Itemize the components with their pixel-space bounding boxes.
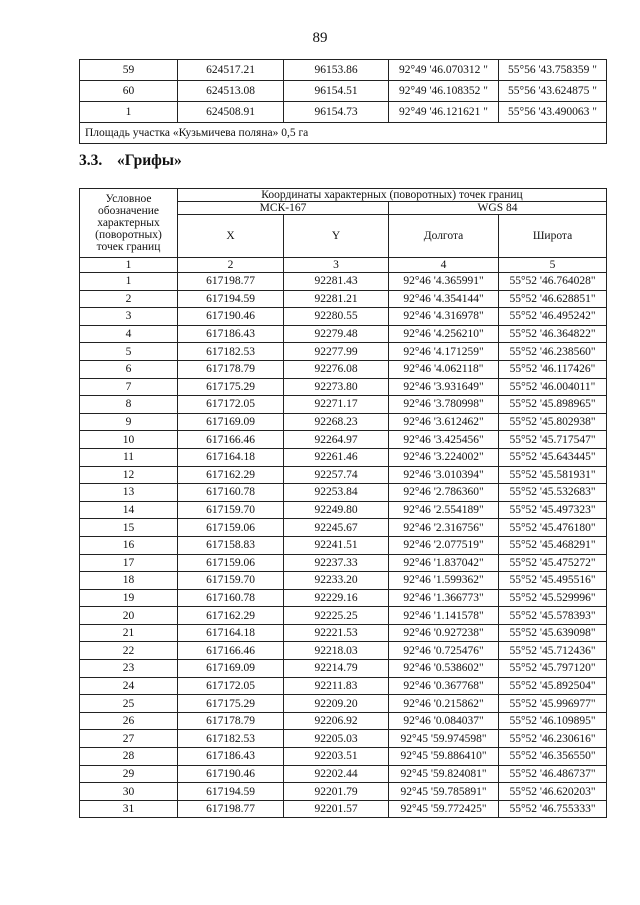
x-value-cell: 624508.91 xyxy=(178,102,284,123)
table-row xyxy=(80,325,607,343)
longitude-cell: 92°45 '59.772425" xyxy=(389,800,499,818)
table-row xyxy=(80,536,607,554)
y-value-cell: 92237.33 xyxy=(284,554,389,572)
x-value-cell: 617194.59 xyxy=(178,783,284,801)
longitude-cell: 92°49 '46.108352 " xyxy=(389,81,499,102)
col-number-3: 3 xyxy=(284,258,389,273)
point-number-cell: 9 xyxy=(80,413,178,431)
section-heading xyxy=(79,152,182,170)
table-row xyxy=(80,572,607,590)
point-number-cell: 11 xyxy=(80,448,178,466)
longitude-cell: 92°46 '2.077519" xyxy=(389,536,499,554)
section-number: 3.3. xyxy=(79,152,103,169)
col-number-4: 4 xyxy=(389,258,499,273)
x-value-cell: 617159.70 xyxy=(178,501,284,519)
table-row xyxy=(80,484,607,502)
table-row xyxy=(80,102,607,123)
point-number-cell: 6 xyxy=(80,360,178,378)
latitude-cell: 55°52 '46.486737" xyxy=(499,765,607,783)
point-number-cell: 29 xyxy=(80,765,178,783)
coordinates-table xyxy=(79,188,607,818)
y-value-cell: 92245.67 xyxy=(284,519,389,537)
point-number-cell: 4 xyxy=(80,325,178,343)
y-value-cell: 92205.03 xyxy=(284,730,389,748)
table-row xyxy=(80,554,607,572)
latitude-cell: 55°52 '45.643445" xyxy=(499,448,607,466)
point-number-cell: 8 xyxy=(80,396,178,414)
y-value-cell: 92221.53 xyxy=(284,624,389,642)
point-number-cell: 7 xyxy=(80,378,178,396)
table-row xyxy=(80,730,607,748)
table-row xyxy=(80,431,607,449)
point-number-cell: 16 xyxy=(80,536,178,554)
point-number-cell: 18 xyxy=(80,572,178,590)
latitude-cell: 55°52 '45.475272" xyxy=(499,554,607,572)
x-value-cell: 617162.29 xyxy=(178,607,284,625)
point-number-cell: 3 xyxy=(80,308,178,326)
latitude-cell: 55°52 '46.230616" xyxy=(499,730,607,748)
x-value-cell: 617198.77 xyxy=(178,800,284,818)
point-number-cell: 17 xyxy=(80,554,178,572)
page-number: 89 xyxy=(312,30,328,46)
latitude-cell: 55°56 '43.758359 " xyxy=(499,60,607,81)
latitude-cell: 55°52 '45.996977" xyxy=(499,695,607,713)
latitude-cell: 55°52 '46.238560" xyxy=(499,343,607,361)
x-value-cell: 617182.53 xyxy=(178,730,284,748)
x-value-cell: 617164.18 xyxy=(178,448,284,466)
point-number-cell: 31 xyxy=(80,800,178,818)
latitude-cell: 55°52 '45.476180" xyxy=(499,519,607,537)
point-number-cell: 20 xyxy=(80,607,178,625)
y-value-cell: 92218.03 xyxy=(284,642,389,660)
x-value-cell: 624513.08 xyxy=(178,81,284,102)
table-row xyxy=(80,607,607,625)
latitude-cell: 55°52 '46.764028" xyxy=(499,273,607,291)
table-row xyxy=(80,360,607,378)
y-value-cell: 92209.20 xyxy=(284,695,389,713)
longitude-cell: 92°46 '0.725476" xyxy=(389,642,499,660)
point-number-cell: 12 xyxy=(80,466,178,484)
point-number-cell: 59 xyxy=(80,60,178,81)
point-number-cell: 30 xyxy=(80,783,178,801)
y-value-cell: 92281.21 xyxy=(284,290,389,308)
longitude-cell: 92°46 '1.599362" xyxy=(389,572,499,590)
latitude-cell: 55°56 '43.490063 " xyxy=(499,102,607,123)
table-row xyxy=(80,466,607,484)
longitude-cell: 92°46 '1.366773" xyxy=(389,589,499,607)
point-number-cell: 60 xyxy=(80,81,178,102)
point-number-cell: 23 xyxy=(80,660,178,678)
x-value-cell: 617182.53 xyxy=(178,343,284,361)
longitude-cell: 92°46 '0.215862" xyxy=(389,695,499,713)
longitude-cell: 92°46 '3.425456" xyxy=(389,431,499,449)
longitude-cell: 92°46 '4.171259" xyxy=(389,343,499,361)
longitude-cell: 92°46 '1.141578" xyxy=(389,607,499,625)
table-row xyxy=(80,712,607,730)
longitude-cell: 92°46 '3.780998" xyxy=(389,396,499,414)
table-row xyxy=(80,378,607,396)
x-value-cell: 617160.78 xyxy=(178,484,284,502)
col-number-5: 5 xyxy=(499,258,607,273)
x-value-cell: 617162.29 xyxy=(178,466,284,484)
latitude-cell: 55°52 '46.620203" xyxy=(499,783,607,801)
table-row xyxy=(80,396,607,414)
latitude-cell: 55°52 '46.495242" xyxy=(499,308,607,326)
x-value-cell: 617166.46 xyxy=(178,642,284,660)
latitude-cell: 55°52 '46.755333" xyxy=(499,800,607,818)
table-row xyxy=(80,677,607,695)
latitude-cell: 55°52 '46.628851" xyxy=(499,290,607,308)
table-row xyxy=(80,501,607,519)
y-value-cell: 92202.44 xyxy=(284,765,389,783)
latitude-cell: 55°52 '45.495516" xyxy=(499,572,607,590)
longitude-cell: 92°46 '3.224002" xyxy=(389,448,499,466)
y-value-cell: 92211.83 xyxy=(284,677,389,695)
longitude-cell: 92°46 '4.365991" xyxy=(389,273,499,291)
y-value-cell: 92203.51 xyxy=(284,748,389,766)
y-value-cell: 92214.79 xyxy=(284,660,389,678)
point-number-cell: 28 xyxy=(80,748,178,766)
x-value-cell: 617178.79 xyxy=(178,712,284,730)
y-value-cell: 92277.99 xyxy=(284,343,389,361)
col-number-2: 2 xyxy=(178,258,284,273)
latitude-cell: 55°52 '45.578393" xyxy=(499,607,607,625)
y-value-cell: 96154.51 xyxy=(284,81,389,102)
point-number-cell: 26 xyxy=(80,712,178,730)
latitude-cell: 55°52 '45.797120" xyxy=(499,660,607,678)
longitude-cell: 92°46 '0.927238" xyxy=(389,624,499,642)
y-value-cell: 92201.57 xyxy=(284,800,389,818)
longitude-cell: 92°45 '59.886410" xyxy=(389,748,499,766)
x-value-cell: 617178.79 xyxy=(178,360,284,378)
longitude-cell: 92°46 '4.062118" xyxy=(389,360,499,378)
latitude-cell: 55°52 '46.117426" xyxy=(499,360,607,378)
latitude-cell: 55°52 '45.898965" xyxy=(499,396,607,414)
latitude-cell: 55°52 '45.802938" xyxy=(499,413,607,431)
point-number-cell: 14 xyxy=(80,501,178,519)
longitude-cell: 92°46 '0.538602" xyxy=(389,660,499,678)
y-value-cell: 92276.08 xyxy=(284,360,389,378)
table-row xyxy=(80,290,607,308)
point-number-cell: 21 xyxy=(80,624,178,642)
table-body xyxy=(80,273,607,818)
table-row xyxy=(80,660,607,678)
point-number-cell: 10 xyxy=(80,431,178,449)
y-value-cell: 92201.79 xyxy=(284,783,389,801)
previous-coordinates-table xyxy=(79,59,607,144)
point-number-cell: 24 xyxy=(80,677,178,695)
point-number-cell: 22 xyxy=(80,642,178,660)
latitude-cell: 55°52 '45.712436" xyxy=(499,642,607,660)
table-row xyxy=(80,343,607,361)
x-value-cell: 617186.43 xyxy=(178,748,284,766)
point-number-cell: 1 xyxy=(80,273,178,291)
x-value-cell: 617190.46 xyxy=(178,308,284,326)
x-value-cell: 617169.09 xyxy=(178,413,284,431)
latitude-cell: 55°52 '45.892504" xyxy=(499,677,607,695)
latitude-cell: 55°52 '45.497323" xyxy=(499,501,607,519)
header-msk: МСК-167 xyxy=(178,202,389,215)
y-value-cell: 92264.97 xyxy=(284,431,389,449)
x-value-cell: 617159.06 xyxy=(178,554,284,572)
latitude-cell: 55°52 '45.581931" xyxy=(499,466,607,484)
longitude-cell: 92°46 '0.084037" xyxy=(389,712,499,730)
longitude-cell: 92°45 '59.785891" xyxy=(389,783,499,801)
table-row xyxy=(80,800,607,818)
x-value-cell: 617166.46 xyxy=(178,431,284,449)
longitude-cell: 92°49 '46.121621 " xyxy=(389,102,499,123)
longitude-cell: 92°46 '4.256210" xyxy=(389,325,499,343)
x-value-cell: 617175.29 xyxy=(178,695,284,713)
table-row xyxy=(80,448,607,466)
longitude-cell: 92°46 '2.554189" xyxy=(389,501,499,519)
x-value-cell: 617175.29 xyxy=(178,378,284,396)
x-value-cell: 617159.06 xyxy=(178,519,284,537)
table-row xyxy=(80,81,607,102)
longitude-cell: 92°46 '2.786360" xyxy=(389,484,499,502)
col-number-1: 1 xyxy=(80,258,178,273)
header-wgs: WGS 84 xyxy=(389,202,607,215)
area-note-row xyxy=(80,123,607,144)
y-value-cell: 92206.92 xyxy=(284,712,389,730)
y-value-cell: 96153.86 xyxy=(284,60,389,81)
header-x: X xyxy=(178,215,284,258)
latitude-cell: 55°52 '45.529996" xyxy=(499,589,607,607)
longitude-cell: 92°46 '4.316978" xyxy=(389,308,499,326)
longitude-cell: 92°45 '59.824081" xyxy=(389,765,499,783)
x-value-cell: 617159.70 xyxy=(178,572,284,590)
x-value-cell: 617186.43 xyxy=(178,325,284,343)
longitude-cell: 92°46 '4.354144" xyxy=(389,290,499,308)
area-note: Площадь участка «Кузьмичева поляна» 0,5 га xyxy=(80,123,607,144)
table-row xyxy=(80,60,607,81)
header-coords: Координаты характерных (поворотных) точек границ xyxy=(178,189,607,202)
x-value-cell: 617172.05 xyxy=(178,396,284,414)
latitude-cell: 55°52 '46.356550" xyxy=(499,748,607,766)
x-value-cell: 617198.77 xyxy=(178,273,284,291)
point-number-cell: 1 xyxy=(80,102,178,123)
x-value-cell: 624517.21 xyxy=(178,60,284,81)
header-y: Y xyxy=(284,215,389,258)
table-row xyxy=(80,765,607,783)
y-value-cell: 92273.80 xyxy=(284,378,389,396)
y-value-cell: 92257.74 xyxy=(284,466,389,484)
table-row xyxy=(80,624,607,642)
longitude-cell: 92°46 '3.612462" xyxy=(389,413,499,431)
y-value-cell: 92281.43 xyxy=(284,273,389,291)
table-row xyxy=(80,273,607,291)
x-value-cell: 617194.59 xyxy=(178,290,284,308)
longitude-cell: 92°46 '3.931649" xyxy=(389,378,499,396)
table-row xyxy=(80,783,607,801)
header-designation: Условное обозначение характерных (поворотных) точек границ xyxy=(80,189,178,258)
header-lat: Широта xyxy=(499,215,607,258)
header-lon: Долгота xyxy=(389,215,499,258)
table-header xyxy=(80,189,607,273)
longitude-cell: 92°45 '59.974598" xyxy=(389,730,499,748)
latitude-cell: 55°52 '46.109895" xyxy=(499,712,607,730)
point-number-cell: 15 xyxy=(80,519,178,537)
latitude-cell: 55°52 '45.639098" xyxy=(499,624,607,642)
latitude-cell: 55°52 '46.004011" xyxy=(499,378,607,396)
y-value-cell: 92271.17 xyxy=(284,396,389,414)
longitude-cell: 92°46 '0.367768" xyxy=(389,677,499,695)
table-row xyxy=(80,413,607,431)
point-number-cell: 19 xyxy=(80,589,178,607)
y-value-cell: 92279.48 xyxy=(284,325,389,343)
y-value-cell: 92261.46 xyxy=(284,448,389,466)
y-value-cell: 92229.16 xyxy=(284,589,389,607)
table-row xyxy=(80,695,607,713)
x-value-cell: 617160.78 xyxy=(178,589,284,607)
y-value-cell: 92225.25 xyxy=(284,607,389,625)
previous-table-body xyxy=(80,60,607,123)
table-row xyxy=(80,748,607,766)
longitude-cell: 92°46 '2.316756" xyxy=(389,519,499,537)
x-value-cell: 617164.18 xyxy=(178,624,284,642)
table-row xyxy=(80,519,607,537)
x-value-cell: 617158.83 xyxy=(178,536,284,554)
longitude-cell: 92°46 '1.837042" xyxy=(389,554,499,572)
section-title: «Грифы» xyxy=(117,152,182,169)
latitude-cell: 55°52 '45.717547" xyxy=(499,431,607,449)
point-number-cell: 27 xyxy=(80,730,178,748)
y-value-cell: 92249.80 xyxy=(284,501,389,519)
y-value-cell: 92268.23 xyxy=(284,413,389,431)
point-number-cell: 13 xyxy=(80,484,178,502)
y-value-cell: 92253.84 xyxy=(284,484,389,502)
table-row xyxy=(80,589,607,607)
point-number-cell: 2 xyxy=(80,290,178,308)
y-value-cell: 92280.55 xyxy=(284,308,389,326)
longitude-cell: 92°49 '46.070312 " xyxy=(389,60,499,81)
y-value-cell: 92241.51 xyxy=(284,536,389,554)
x-value-cell: 617172.05 xyxy=(178,677,284,695)
table-row xyxy=(80,308,607,326)
y-value-cell: 92233.20 xyxy=(284,572,389,590)
longitude-cell: 92°46 '3.010394" xyxy=(389,466,499,484)
latitude-cell: 55°56 '43.624875 " xyxy=(499,81,607,102)
y-value-cell: 96154.73 xyxy=(284,102,389,123)
latitude-cell: 55°52 '45.468291" xyxy=(499,536,607,554)
latitude-cell: 55°52 '46.364822" xyxy=(499,325,607,343)
latitude-cell: 55°52 '45.532683" xyxy=(499,484,607,502)
x-value-cell: 617190.46 xyxy=(178,765,284,783)
point-number-cell: 5 xyxy=(80,343,178,361)
point-number-cell: 25 xyxy=(80,695,178,713)
table-row xyxy=(80,642,607,660)
x-value-cell: 617169.09 xyxy=(178,660,284,678)
